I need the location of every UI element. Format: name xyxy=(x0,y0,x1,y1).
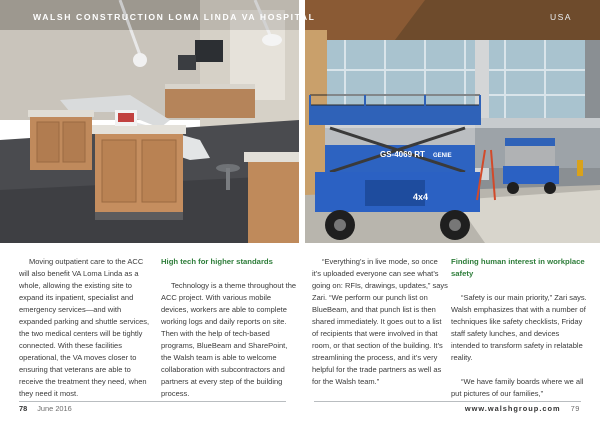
running-head-country: USA xyxy=(550,12,572,22)
text-column-1 xyxy=(19,256,155,400)
page-number-left: 78 xyxy=(19,404,28,413)
paragraph: “Safety is our main priority,” Zari says. Walsh emphasizes that with a number of techniques like safety checklists, Friday staff safety lunches, and devices intended to transform safety in relatable reality. xyxy=(451,293,587,362)
text-column-4 xyxy=(451,256,587,400)
text-column-3 xyxy=(312,256,448,388)
subheading-high-tech: High tech for higher standards xyxy=(161,257,273,266)
footer-left xyxy=(19,404,72,413)
paragraph: Moving outpatient care to the ACC will also benefit VA Loma Linda as a whole, allowing the existing site to expand its inpatient, specialist and emergency services—and with expanded parking and shuttle services, the two medical centers will be tightly connected. With these facilities operational, the VA moves closer to ensuring that veterans are able to receive the treatment they need, when they need it most. xyxy=(19,257,150,398)
paragraph: “Everything’s in live mode, so once it’s uploaded everyone can see what’s going on: RFIs, drawings, updates,” says Zari. “We perform our punch list on BlueBeam, and that punch list is then shared immediately. It goes out to a list of recipients that were involved in that room, or that section of the building. It’s streamlining the process, and it’s very helpful for the trade partners as well as for the Walsh team.” xyxy=(312,257,448,386)
dental-exam-room-illustration xyxy=(0,0,299,243)
paragraph: Technology is a theme throughout the ACC project. With various mobile devices, workers are able to complete working logs and daily reports on site. Then with the help of tech-based programs, BlueBeam and SharePoint, the Walsh team is able to welcome collaboration with subcontractors and partners at every step of the building process. xyxy=(161,281,297,398)
footer-right xyxy=(465,404,580,413)
website-url: www.walshgroup.com xyxy=(464,404,561,413)
construction-site-photo xyxy=(305,0,600,243)
text-column-2 xyxy=(161,256,297,400)
lift-brand-badge: GENIE xyxy=(433,153,452,159)
scissor-lift-construction-illustration xyxy=(305,0,600,243)
running-head-title: WALSH CONSTRUCTION LOMA LINDA VA HOSPITAL xyxy=(33,12,316,22)
page-number-right: 79 xyxy=(570,404,580,413)
subheading-safety: Finding human interest in workplace safety xyxy=(451,257,585,278)
footer-rule-right xyxy=(314,401,581,402)
lift-drive-label: 4x4 xyxy=(413,192,429,202)
dental-room-photo xyxy=(0,0,299,243)
lift-model-label: GS-4069 RT xyxy=(380,150,425,159)
issue-date: June 2016 xyxy=(37,404,72,413)
paragraph: “We have family boards where we all put pictures of our families,” xyxy=(451,377,584,398)
footer-rule-left xyxy=(19,401,286,402)
